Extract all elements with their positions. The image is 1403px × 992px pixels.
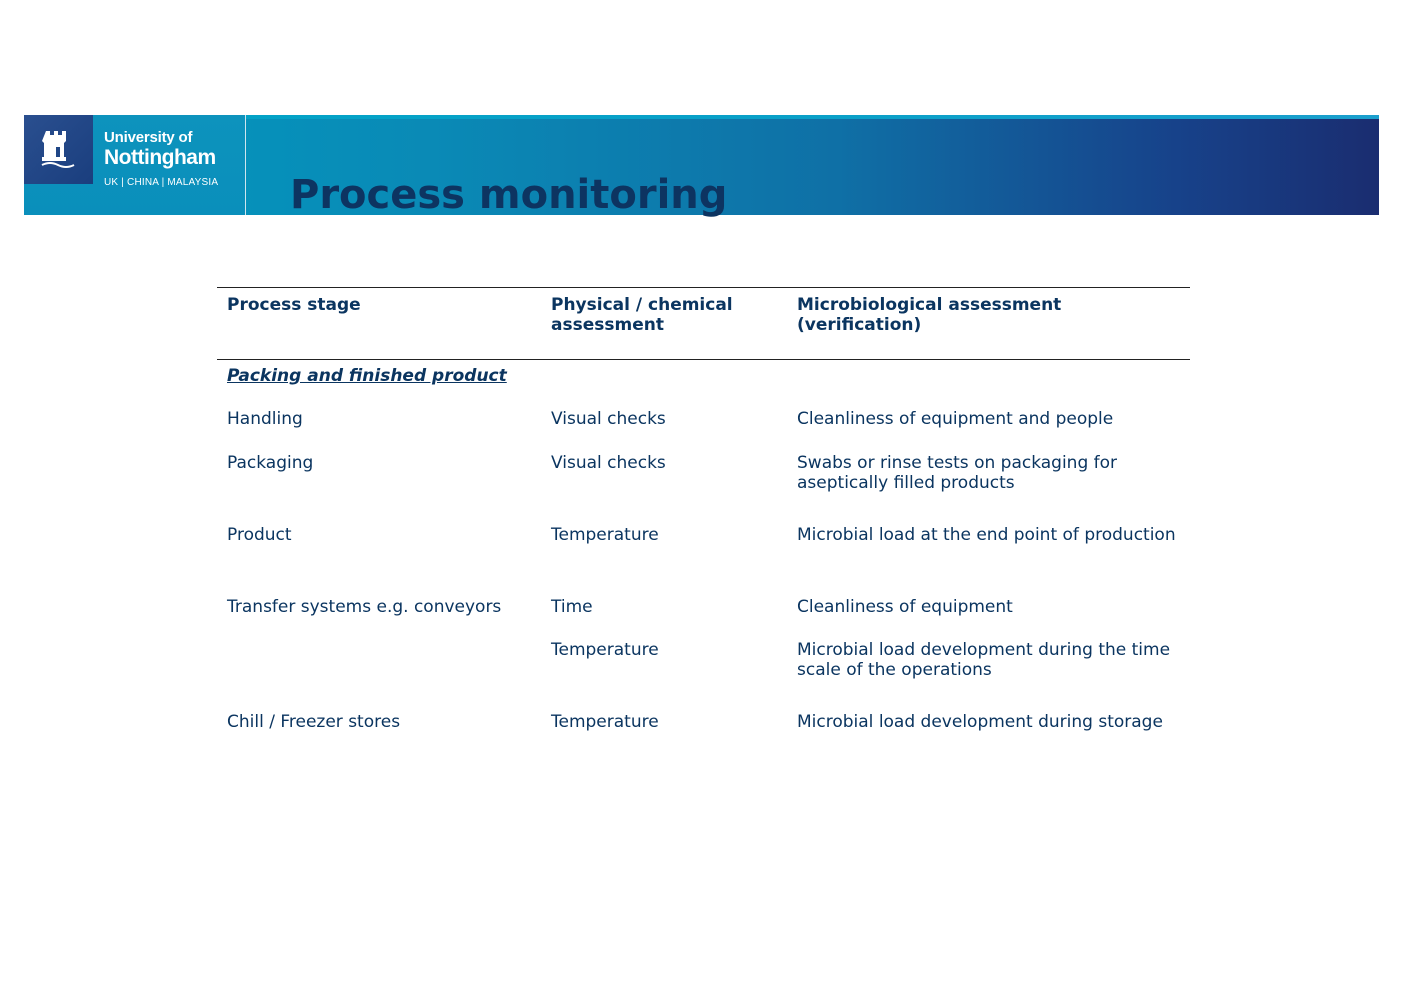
cell-physical: Temperature <box>551 640 659 660</box>
logo-university-of: University of <box>104 129 193 146</box>
cell-physical: Visual checks <box>551 409 666 429</box>
castle-crest-icon <box>24 115 93 184</box>
cell-physical: Visual checks <box>551 453 666 473</box>
column-header-process-stage: Process stage <box>227 295 361 315</box>
column-header-microbiological: Microbiological assessment (verification) <box>797 295 1062 335</box>
cell-micro: Microbial load at the end point of production <box>797 525 1176 545</box>
page-title: Process monitoring <box>290 172 728 218</box>
cell-stage: Transfer systems e.g. conveyors <box>227 597 502 617</box>
cell-stage: Packaging <box>227 453 314 473</box>
cell-micro: Cleanliness of equipment and people <box>797 409 1114 429</box>
logo-campuses: UK | CHINA | MALAYSIA <box>104 177 219 188</box>
university-logo <box>24 115 246 215</box>
cell-physical: Time <box>551 597 593 617</box>
cell-physical: Temperature <box>551 525 659 545</box>
cell-stage: Chill / Freezer stores <box>227 712 401 732</box>
table-header-rule <box>217 359 1190 360</box>
process-monitoring-table <box>217 287 1190 360</box>
cell-stage: Handling <box>227 409 303 429</box>
cell-physical: Temperature <box>551 712 659 732</box>
logo-nottingham: Nottingham <box>104 146 216 169</box>
cell-micro: Microbial load development during storage <box>797 712 1163 732</box>
section-title: Packing and finished product <box>227 366 507 386</box>
table-header-row <box>217 288 1190 359</box>
cell-micro: Swabs or rinse tests on packaging for aseptically filled products <box>797 453 1118 493</box>
cell-stage: Product <box>227 525 292 545</box>
cell-micro: Cleanliness of equipment <box>797 597 1013 617</box>
cell-micro: Microbial load development during the time scale of the operations <box>797 640 1171 680</box>
column-header-physical-chemical: Physical / chemical assessment <box>551 295 733 335</box>
